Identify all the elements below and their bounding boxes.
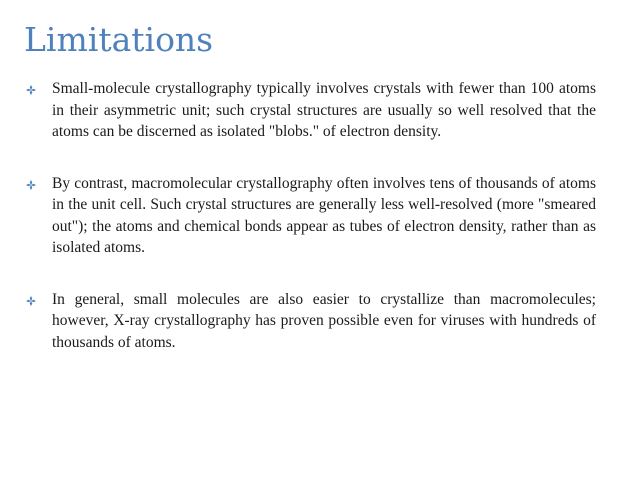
four-diamond-bullet-icon: [26, 180, 36, 190]
bullet-item: [26, 78, 596, 143]
four-diamond-bullet-icon: [26, 296, 36, 306]
bullet-item: [26, 289, 596, 354]
bullet-list: [26, 78, 596, 383]
bullet-text: In general, small molecules are also easier to crystallize than macromolecules; however, X-ray crystallography has proven possible even for viruses with hundreds of thousands of atoms.: [52, 290, 596, 351]
bullet-text: By contrast, macromolecular crystallography often involves tens of thousands of atoms in the unit cell. Such crystal structures are generally less well-resolved (more "smeared out"); the atoms and chemical bonds appear as tubes of electron density, rather than as isolated atoms.: [52, 174, 596, 256]
four-diamond-bullet-icon: [26, 85, 36, 95]
bullet-item: [26, 173, 596, 259]
bullet-text: Small-molecule crystallography typically involves crystals with fewer than 100 atoms in their asymmetric unit; such crystal structures are usually so well resolved that the atoms can be discerned as isolated "blobs." of electron density.: [52, 80, 596, 140]
slide-title: Limitations: [24, 20, 214, 59]
